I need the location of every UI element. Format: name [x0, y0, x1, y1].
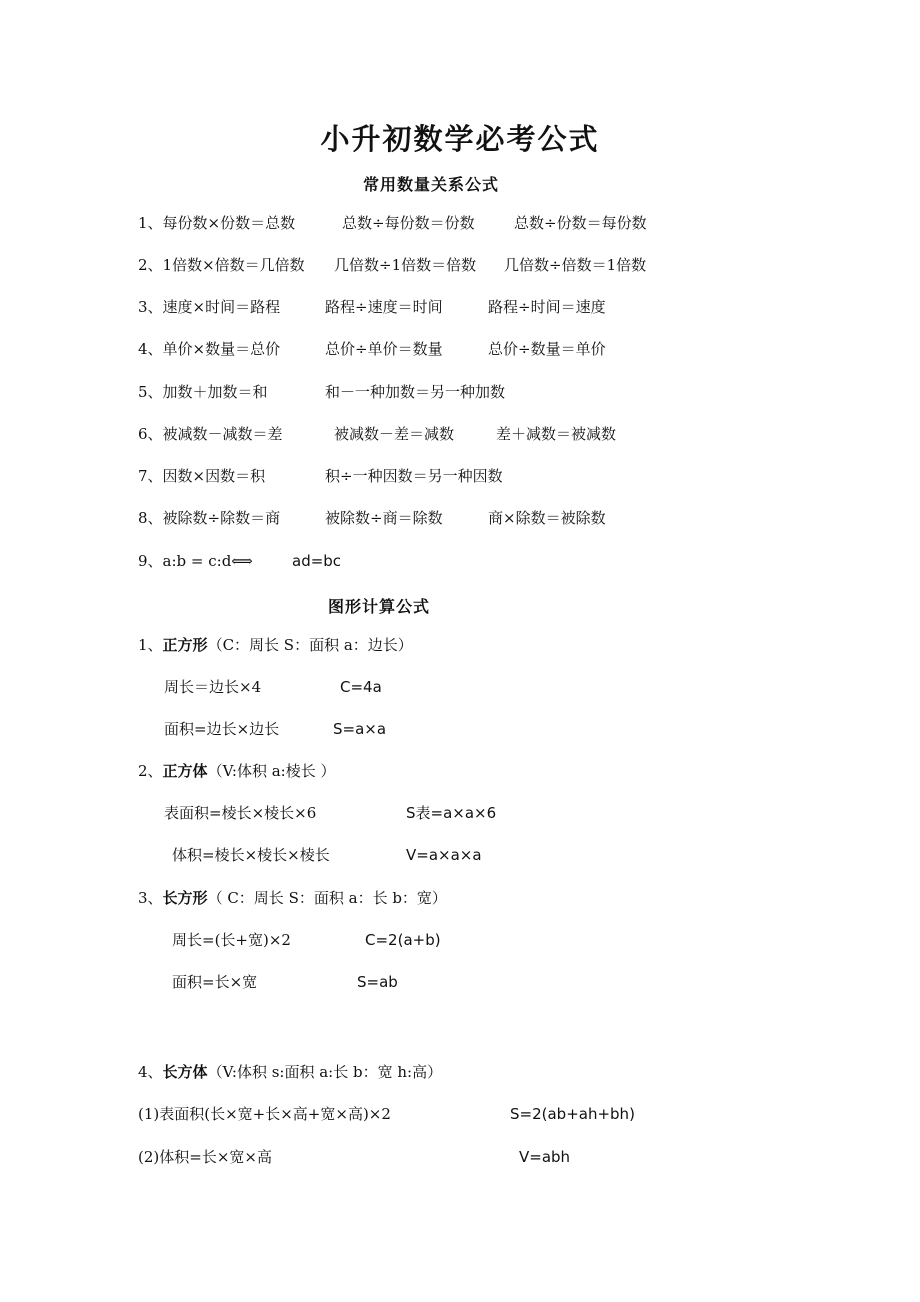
formula-row-6-c: 差＋减数＝被减数: [496, 425, 617, 443]
shape-heading-rectangle: [138, 888, 447, 908]
formula-row-1-b: 总数÷每份数＝份数: [342, 214, 475, 232]
shape-name: 正方体: [162, 762, 208, 780]
formula-row-9-a: 9、a:b = c:d⟺: [138, 552, 253, 570]
cube-volume-symbol: V=a×a×a: [406, 846, 482, 864]
shape-heading-square: [138, 635, 413, 655]
formula-row-4-a: 4、单价×数量＝总价: [138, 340, 281, 358]
formula-row-5-b: 和－一种加数＝另一种加数: [325, 383, 506, 401]
shape-variables: （C：周长 S：面积 a：边长）: [207, 636, 413, 654]
section-heading-geometry: 图形计算公式: [328, 597, 431, 616]
formula-row-3-b: 路程÷速度＝时间: [325, 298, 443, 316]
cuboid-surface-symbol: S=2(ab+ah+bh): [510, 1105, 635, 1123]
square-perimeter-symbol: C=4a: [340, 678, 382, 696]
formula-row-7-b: 积÷一种因数＝另一种因数: [325, 467, 503, 485]
rectangle-area-symbol: S=ab: [357, 973, 398, 991]
square-area-formula: 面积=边长×边长: [164, 720, 280, 738]
shape-name: 长方体: [162, 1063, 208, 1081]
formula-row-4-c: 总价÷数量＝单价: [488, 340, 606, 358]
shape-number: 3、: [138, 889, 163, 907]
rectangle-area-formula: 面积=长×宽: [172, 973, 258, 991]
section-heading-quantity: 常用数量关系公式: [363, 175, 500, 194]
cube-surface-symbol: S表=a×a×6: [406, 804, 497, 822]
formula-row-3-c: 路程÷时间＝速度: [488, 298, 606, 316]
formula-row-1-a: 1、每份数×份数＝总数: [138, 214, 296, 232]
rectangle-perimeter-formula: 周长=(长+宽)×2: [172, 931, 291, 949]
formula-row-8-b: 被除数÷商＝除数: [325, 509, 443, 527]
formula-row-2-a: 2、1倍数×倍数＝几倍数: [138, 256, 305, 274]
cube-volume-formula: 体积=棱长×棱长×棱长: [172, 846, 330, 864]
shape-variables: （ C：周长 S：面积 a：长 b：宽）: [207, 889, 447, 907]
shape-number: 4、: [138, 1063, 163, 1081]
formula-row-7-a: 7、因数×因数＝积: [138, 467, 266, 485]
formula-row-8-c: 商×除数＝被除数: [488, 509, 606, 527]
shape-variables: （V:体积 s:面积 a:长 b：宽 h:高）: [207, 1063, 443, 1081]
formula-row-6-b: 被减数－差＝减数: [334, 425, 455, 443]
formula-row-4-b: 总价÷单价＝数量: [325, 340, 443, 358]
formula-row-2-b: 几倍数÷1倍数＝倍数: [334, 256, 477, 274]
formula-row-2-c: 几倍数÷倍数＝1倍数: [504, 256, 647, 274]
shape-variables: （V:体积 a:棱长 ）: [207, 762, 336, 780]
page-title: 小升初数学必考公式: [320, 122, 600, 156]
shape-heading-cube: [138, 761, 335, 781]
formula-row-9-b: ad=bc: [292, 552, 342, 570]
formula-row-1-c: 总数÷份数＝每份数: [514, 214, 647, 232]
shape-name: 长方形: [162, 889, 208, 907]
formula-row-8-a: 8、被除数÷除数＝商: [138, 509, 281, 527]
cube-surface-formula: 表面积=棱长×棱长×6: [164, 804, 317, 822]
formula-row-5-a: 5、加数＋加数＝和: [138, 383, 268, 401]
square-area-symbol: S=a×a: [333, 720, 387, 738]
rectangle-perimeter-symbol: C=2(a+b): [365, 931, 441, 949]
formula-row-6-a: 6、被减数－减数＝差: [138, 425, 283, 443]
shape-heading-cuboid: [138, 1062, 442, 1082]
shape-name: 正方形: [162, 636, 208, 654]
cuboid-volume-formula: (2)体积=长×宽×高: [138, 1148, 272, 1166]
shape-number: 2、: [138, 762, 163, 780]
formula-row-3-a: 3、速度×时间＝路程: [138, 298, 281, 316]
shape-number: 1、: [138, 636, 163, 654]
square-perimeter-formula: 周长＝边长×4: [164, 678, 262, 696]
cuboid-volume-symbol: V=abh: [519, 1148, 571, 1166]
cuboid-surface-formula: (1)表面积(长×宽+长×高+宽×高)×2: [138, 1105, 391, 1123]
